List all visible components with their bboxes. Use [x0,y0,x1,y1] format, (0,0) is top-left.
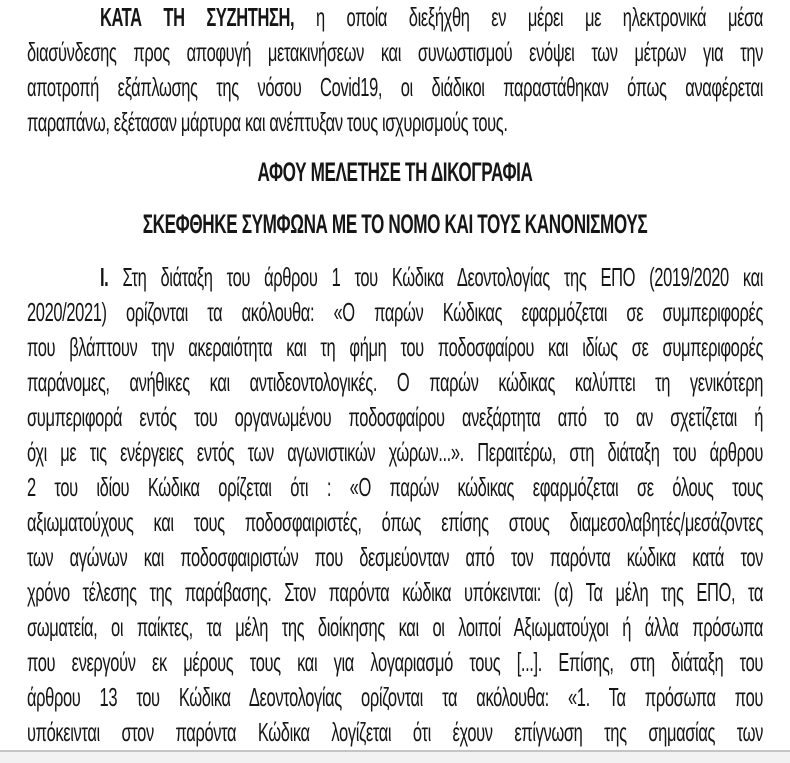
text-line: που βλάπτουν την ακεραιότητα και τη φήμη του ποδοσφαίρου και ιδίως σε συμπεριφορές [27,332,764,362]
text-line: των αγώνων και ποδοσφαιριστών που δεσμεύονταν από τον παρόντα κώδικα κατά τον [27,542,764,572]
text-line: όχι με τις ενέργειες εντός των αγωνιστικών χώρων...». Περαιτέρω, στη διάταξη του άρθρου [27,437,764,467]
text-line [27,260,763,295]
text-line: αποτροπή εξάπλωσης της νόσου Covid19, οι διάδικοι παραστάθηκαν όπως αναφέρεται [27,72,764,102]
text-line: που ενεργούν εκ μέρους τους και για λογαριασμό τους [...]. Επίσης, στη διάταξη του [27,647,764,677]
heading-considered-law-and-regulations: ΣΚΕΦΘΗΚΕ ΣΥΜΦΩΝΑ ΜΕ ΤΟ ΝΟΜΟ ΚΑΙ ΤΟΥΣ ΚΑΝΟΝΙΣΜΟΥΣ [142,209,648,239]
text-line: συμπεριφορά εντός του οργανωμένου ποδοσφαίρου ανεξάρτητα από το αν σχετίζεται ή [27,402,764,432]
text-line: 2 του ιδίου Κώδικα ορίζεται ότι : «Ο παρών κώδικας εφαρμόζεται σε όλους τους [27,472,764,502]
heading-studied-case-file: ΑΦΟΥ ΜΕΛΕΤΗΣΕ ΤΗ ΔΙΚΟΓΡΑΦΙΑ [257,157,533,187]
text-line: αξιωματούχους και τους ποδοσφαιριστές, όπως επίσης στους διαμεσολαβητές/μεσάζοντες [27,507,764,537]
text-line: υπόκεινται στον παρόντα Κώδικα λογίζεται ότι έχουν επίγνωση της σημασίας των [27,717,764,747]
paragraph-code-of-ethics-provisions [27,260,763,750]
text-line: παράνομες, ανήθικες και αντιδεοντολογικές. Ο παρών κώδικας καλύπτει τη γενικότερη [27,367,764,397]
text-line: 2020/2021) ορίζονται τα ακόλουθα: «Ο παρών Κώδικας εφαρμόζεται σε συμπεριφορές [27,297,764,327]
paragraph-lead-bold: ΚΑΤΑ ΤΗ ΣΥΖΗΤΗΣΗ, [99,2,295,32]
text-line: διασύνδεσης προς αποφυγή μετακινήσεων και συνωστισμού ενόψει των μέτρων για την [27,37,764,67]
line-text: Στη διάταξη του άρθρου 1 του Κώδικα Δεοντολογίας της ΕΠΟ (2019/2020 και [122,262,764,292]
paragraph-hearing [27,0,763,140]
paragraph-lead-bold: Ι. [99,262,109,292]
line-text: η οποία διεξήχθη εν μέρει με ηλεκτρονικά μέσα [315,2,764,32]
text-line: χρόνο τέλεσης της παράβασης. Στον παρόντα κώδικα υπόκεινται: (α) Τα μέλη της ΕΠΟ, τα [27,577,764,607]
text-line: σωματεία, οι παίκτες, τα μέλη της διοίκησης και οι λοιποί Αξιωματούχοι ή άλλα πρόσωπα [27,612,764,642]
page-bottom-scan-edge [0,750,790,763]
text-line: παραπάνω, εξέτασαν μάρτυρα και ανέπτυξαν τους ισχυρισμούς τους. [27,107,508,137]
text-line: άρθρου 13 του Κώδικα Δεοντολογίας ορίζονται τα ακόλουθα: «1. Τα πρόσωπα που [27,682,764,712]
page-content [27,0,763,750]
text-line [27,0,763,35]
